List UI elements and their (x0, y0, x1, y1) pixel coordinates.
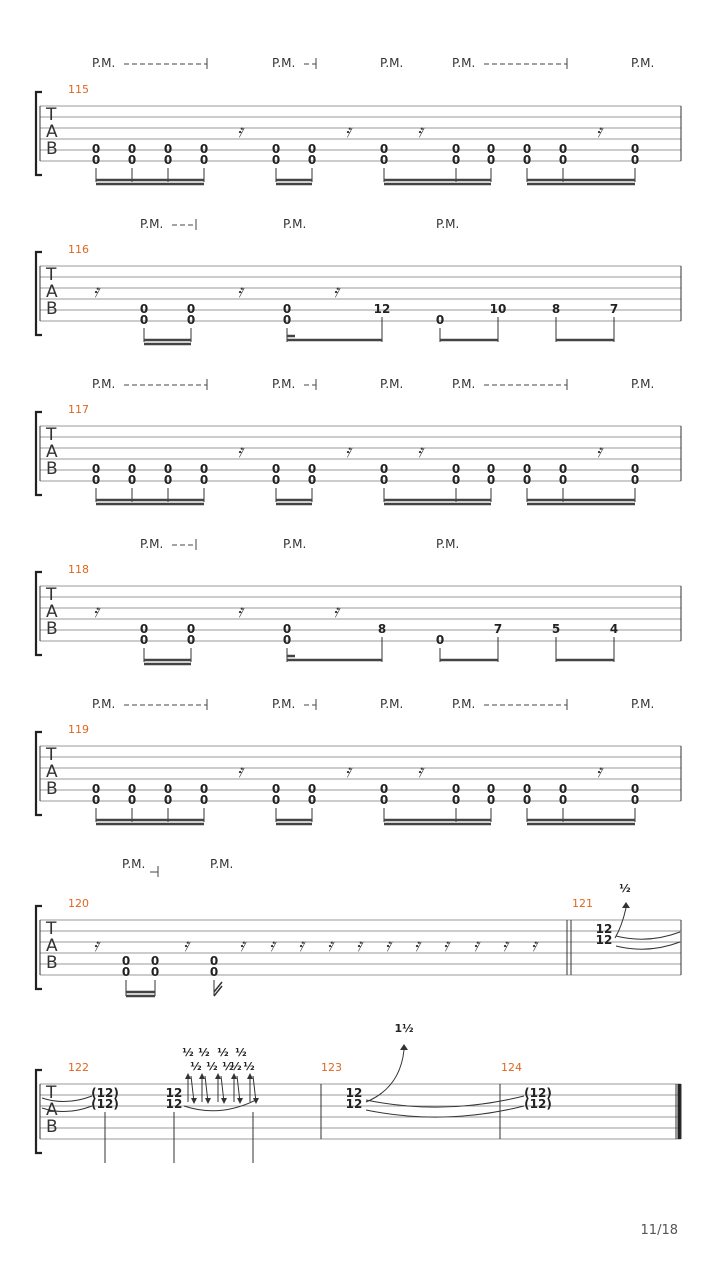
measure-number: 123 (321, 1061, 342, 1074)
release-arrow-icon (205, 1098, 211, 1104)
fret-number: 0 (271, 142, 281, 156)
fret-number: 12 (165, 1086, 183, 1100)
fret-number: 0 (451, 153, 461, 167)
measure-number: 118 (68, 563, 89, 576)
s118-bracket (36, 572, 42, 655)
sixteenth-rest: 𝄿 (385, 935, 391, 956)
fret-number: 0 (199, 462, 209, 476)
sixteenth-rest: 𝄿 (417, 761, 423, 782)
fret-number: 0 (558, 782, 568, 796)
palm-mute-label: P.M. (283, 217, 307, 231)
fret-number: 0 (307, 153, 317, 167)
s122-bracket (36, 1070, 42, 1153)
fret-number: 0 (91, 782, 101, 796)
fret-number: 0 (435, 633, 445, 647)
tab-letter-a: A (46, 936, 58, 956)
fret-number: 0 (630, 462, 640, 476)
bend-amount: ½ (230, 1060, 242, 1073)
palm-mute-label: P.M. (92, 697, 116, 711)
palm-mute-label: P.M. (436, 217, 460, 231)
measure-number: 121 (572, 897, 593, 910)
sixteenth-rest: 𝄿 (237, 601, 243, 622)
tie (616, 932, 680, 939)
tab-letter-b: B (46, 459, 58, 479)
fret-number: 0 (522, 473, 532, 487)
fret-number: 0 (91, 793, 101, 807)
bend-amount: ½ (243, 1060, 255, 1073)
measure-number: 124 (501, 1061, 522, 1074)
fret-number: 0 (186, 633, 196, 647)
fret-number: 0 (199, 153, 209, 167)
bend-amount: ½ (217, 1046, 229, 1059)
fret-number: 12 (595, 922, 613, 936)
fret-number: 0 (379, 473, 389, 487)
palm-mute-label: P.M. (631, 56, 655, 70)
page-number: 11/18 (640, 1223, 678, 1238)
bend-amount: ½ (222, 1060, 234, 1073)
fret-number: 0 (91, 153, 101, 167)
fret-number: 0 (139, 633, 149, 647)
sixteenth-rest: 𝄿 (345, 121, 351, 142)
fret-number: 0 (307, 793, 317, 807)
fret-number: (12) (91, 1086, 119, 1100)
fret-number: 0 (379, 462, 389, 476)
sixteenth-rest: 𝄿 (345, 441, 351, 462)
fret-number: 0 (451, 462, 461, 476)
sixteenth-rest: 𝄿 (417, 121, 423, 142)
bend-arrow-icon (400, 1044, 408, 1050)
fret-number: 0 (307, 462, 317, 476)
fret-number: 0 (139, 302, 149, 316)
fret-number: 12 (373, 302, 391, 316)
fret-number: 0 (163, 473, 173, 487)
palm-mute-label: P.M. (272, 56, 296, 70)
fret-number: (12) (524, 1086, 552, 1100)
s116-bracket (36, 252, 42, 335)
sixteenth-rest: 𝄿 (596, 441, 602, 462)
fret-number: 0 (558, 473, 568, 487)
bend-amount: ½ (206, 1060, 218, 1073)
tab-letter-a: A (46, 762, 58, 782)
fret-number: 0 (282, 633, 292, 647)
fret-number: 0 (451, 782, 461, 796)
bend-arrow-icon (622, 902, 630, 908)
s120-bracket (36, 906, 42, 989)
fret-number: 0 (271, 782, 281, 796)
fret-number: 12 (345, 1097, 363, 1111)
bend-amount: 1½ (394, 1022, 414, 1035)
sixteenth-rest: 𝄿 (345, 761, 351, 782)
tab-letter-t: T (46, 425, 57, 445)
bend-arrow-icon (231, 1073, 237, 1079)
sixteenth-rest: 𝄿 (502, 935, 508, 956)
fret-number: 10 (489, 302, 507, 316)
fret-number: 0 (522, 153, 532, 167)
s115-bracket (36, 92, 42, 175)
palm-mute-label: P.M. (272, 697, 296, 711)
fret-number: 0 (127, 462, 137, 476)
sixteenth-rest: 𝄿 (237, 121, 243, 142)
fret-number: (12) (524, 1097, 552, 1111)
tab-letter-t: T (46, 105, 57, 125)
palm-mute-label: P.M. (140, 217, 164, 231)
s117-bracket (36, 412, 42, 495)
sixteenth-rest: 𝄿 (443, 935, 449, 956)
fret-number: 0 (209, 954, 219, 968)
fret-number: 0 (139, 622, 149, 636)
bend-arrow-icon (247, 1073, 253, 1079)
fret-number: 0 (630, 153, 640, 167)
measure-number: 116 (68, 243, 89, 256)
sixteenth-rest: 𝄿 (237, 281, 243, 302)
bend-arrow-icon (215, 1073, 221, 1079)
fret-number: 0 (127, 793, 137, 807)
fret-number: 0 (127, 782, 137, 796)
fret-number: 0 (630, 142, 640, 156)
tie (616, 942, 680, 949)
palm-mute-label: P.M. (122, 857, 146, 871)
fret-number: 0 (379, 153, 389, 167)
fret-number: 12 (345, 1086, 363, 1100)
sixteenth-rest: 𝄿 (237, 761, 243, 782)
sixteenth-rest: 𝄿 (93, 935, 99, 956)
fret-number: 7 (493, 622, 503, 636)
palm-mute-label: P.M. (380, 697, 404, 711)
tab-letter-t: T (46, 745, 57, 765)
fret-number: 0 (271, 462, 281, 476)
fret-number: 12 (595, 933, 613, 947)
fret-number: 8 (551, 302, 561, 316)
fret-number: 4 (609, 622, 619, 636)
fret-number: 0 (522, 462, 532, 476)
sixteenth-rest: 𝄿 (473, 935, 479, 956)
fret-number: 0 (199, 793, 209, 807)
note-flag (214, 982, 222, 996)
fret-number: 0 (379, 782, 389, 796)
fret-number: 0 (199, 473, 209, 487)
fret-number: 7 (609, 302, 619, 316)
palm-mute-label: P.M. (631, 377, 655, 391)
tab-letter-t: T (46, 1083, 57, 1103)
palm-mute-label: P.M. (452, 377, 476, 391)
fret-number: 0 (127, 142, 137, 156)
sixteenth-rest: 𝄿 (269, 935, 275, 956)
palm-mute-label: P.M. (92, 56, 116, 70)
bend-amount: ½ (235, 1046, 247, 1059)
fret-number: 0 (186, 622, 196, 636)
tab-letter-b: B (46, 619, 58, 639)
fret-number: 0 (307, 782, 317, 796)
fret-number: 0 (150, 965, 160, 979)
fret-number: 0 (558, 793, 568, 807)
fret-number: 0 (282, 622, 292, 636)
fret-number: 0 (271, 153, 281, 167)
release-arrow-icon (221, 1098, 227, 1104)
fret-number: 0 (199, 782, 209, 796)
sixteenth-rest: 𝄿 (531, 935, 537, 956)
sixteenth-rest: 𝄿 (596, 761, 602, 782)
bend-curve (366, 1050, 404, 1102)
fret-number: 0 (522, 142, 532, 156)
fret-number: 0 (186, 313, 196, 327)
bend-curve (615, 908, 626, 938)
measure-number: 120 (68, 897, 89, 910)
sixteenth-rest: 𝄿 (417, 441, 423, 462)
fret-number: 8 (377, 622, 387, 636)
fret-number: 0 (199, 142, 209, 156)
fret-number: 0 (486, 462, 496, 476)
fret-number: 0 (91, 142, 101, 156)
tab-letter-a: A (46, 282, 58, 302)
fret-number: 0 (630, 473, 640, 487)
fret-number: 0 (558, 462, 568, 476)
fret-number: 0 (379, 142, 389, 156)
tab-letter-b: B (46, 299, 58, 319)
fret-number: 0 (121, 965, 131, 979)
sixteenth-rest: 𝄿 (93, 281, 99, 302)
tab-letter-t: T (46, 919, 57, 939)
sixteenth-rest: 𝄿 (414, 935, 420, 956)
palm-mute-label: P.M. (380, 377, 404, 391)
fret-number: 0 (163, 462, 173, 476)
sixteenth-rest: 𝄿 (596, 121, 602, 142)
fret-number: 0 (558, 153, 568, 167)
tab-letter-b: B (46, 1117, 58, 1137)
palm-mute-label: P.M. (140, 537, 164, 551)
fret-number: 0 (127, 473, 137, 487)
sixteenth-rest: 𝄿 (239, 935, 245, 956)
fret-number: (12) (91, 1097, 119, 1111)
tab-letter-t: T (46, 265, 57, 285)
fret-number: 0 (451, 793, 461, 807)
sixteenth-rest: 𝄿 (327, 935, 333, 956)
tab-letter-b: B (46, 779, 58, 799)
palm-mute-label: P.M. (92, 377, 116, 391)
fret-number: 0 (307, 142, 317, 156)
bend-arrow-icon (199, 1073, 205, 1079)
bend-amount: ½ (182, 1046, 194, 1059)
sixteenth-rest: 𝄿 (333, 281, 339, 302)
fret-number: 0 (486, 153, 496, 167)
fret-number: 12 (165, 1097, 183, 1111)
fret-number: 0 (282, 302, 292, 316)
tab-letter-a: A (46, 442, 58, 462)
fret-number: 0 (121, 954, 131, 968)
fret-number: 0 (522, 793, 532, 807)
tab-letter-a: A (46, 602, 58, 622)
fret-number: 0 (486, 473, 496, 487)
bend-amount: ½ (190, 1060, 202, 1073)
bend-amount: ½ (198, 1046, 210, 1059)
fret-number: 0 (186, 302, 196, 316)
bend-arrow-icon (185, 1073, 191, 1079)
fret-number: 0 (486, 142, 496, 156)
fret-number: 0 (435, 313, 445, 327)
release-arrow-icon (237, 1098, 243, 1104)
fret-number: 0 (91, 462, 101, 476)
sixteenth-rest: 𝄿 (183, 935, 189, 956)
palm-mute-label: P.M. (210, 857, 234, 871)
sixteenth-rest: 𝄿 (298, 935, 304, 956)
fret-number: 0 (307, 473, 317, 487)
tab-letter-b: B (46, 953, 58, 973)
fret-number: 0 (139, 313, 149, 327)
fret-number: 0 (451, 473, 461, 487)
fret-number: 5 (551, 622, 561, 636)
fret-number: 0 (271, 793, 281, 807)
fret-number: 0 (91, 473, 101, 487)
palm-mute-label: P.M. (452, 697, 476, 711)
fret-number: 0 (630, 782, 640, 796)
palm-mute-label: P.M. (452, 56, 476, 70)
release-arrow-icon (191, 1098, 197, 1104)
palm-mute-label: P.M. (380, 56, 404, 70)
measure-number: 122 (68, 1061, 89, 1074)
bend-amount: ½ (619, 882, 631, 895)
s119-bracket (36, 732, 42, 815)
measure-number: 117 (68, 403, 89, 416)
fret-number: 0 (379, 793, 389, 807)
fret-number: 0 (282, 313, 292, 327)
sixteenth-rest: 𝄿 (333, 601, 339, 622)
fret-number: 0 (163, 142, 173, 156)
fret-number: 0 (558, 142, 568, 156)
fret-number: 0 (271, 473, 281, 487)
palm-mute-label: P.M. (631, 697, 655, 711)
measure-number: 119 (68, 723, 89, 736)
sixteenth-rest: 𝄿 (356, 935, 362, 956)
sixteenth-rest: 𝄿 (237, 441, 243, 462)
fret-number: 0 (486, 793, 496, 807)
fret-number: 0 (522, 782, 532, 796)
tab-letter-t: T (46, 585, 57, 605)
tab-letter-b: B (46, 139, 58, 159)
palm-mute-label: P.M. (283, 537, 307, 551)
tab-letter-a: A (46, 1100, 58, 1120)
tab-letter-a: A (46, 122, 58, 142)
fret-number: 0 (163, 793, 173, 807)
fret-number: 0 (127, 153, 137, 167)
fret-number: 0 (209, 965, 219, 979)
fret-number: 0 (451, 142, 461, 156)
measure-number: 115 (68, 83, 89, 96)
fret-number: 0 (630, 793, 640, 807)
fret-number: 0 (486, 782, 496, 796)
fret-number: 0 (150, 954, 160, 968)
fret-number: 0 (163, 153, 173, 167)
palm-mute-label: P.M. (272, 377, 296, 391)
fret-number: 0 (163, 782, 173, 796)
palm-mute-label: P.M. (436, 537, 460, 551)
sixteenth-rest: 𝄿 (93, 601, 99, 622)
